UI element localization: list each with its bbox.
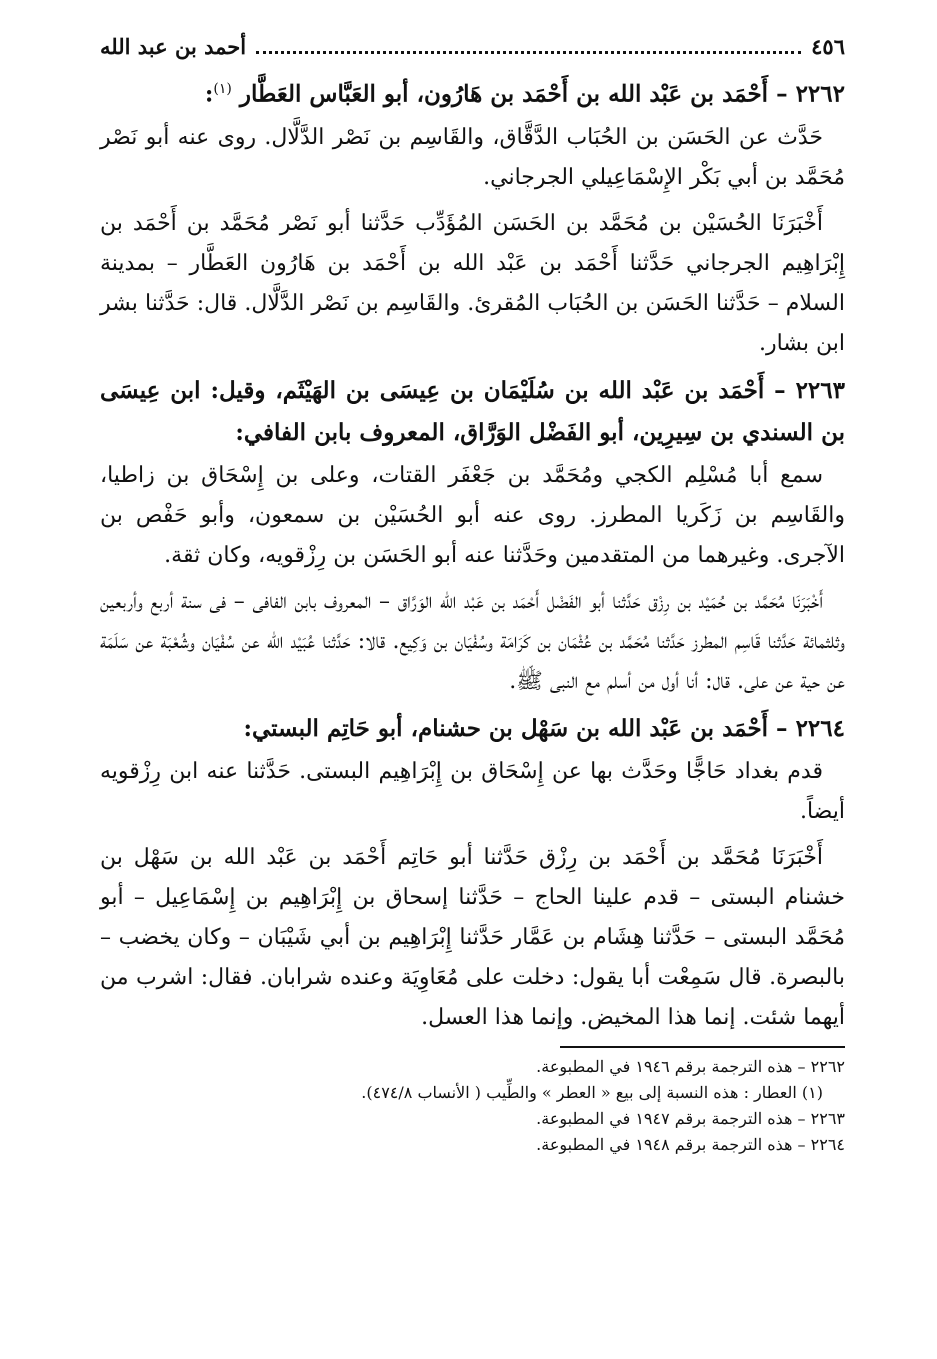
entry-paragraph: أَخْبَرَنَا مُحَمَّد بن حُمَيْد بن رِزْق حَدَّثنا أبو الفَضْل أَحْمَد بن عَبْد الله الوَرَّاق – المعروف بابن الفافى – فى سنة أربع وأربعين وثلثمائة حَدَّثنا قَاسِم المطرز حَدَّثنا مُحَمَّد بن عُثْمَان بن كَرَامَة وسُفْيَان بن وَكِيع. قالا: حَدَّثنا عُبَيْد الله عن سُفْيَان وشُعْبَة عن سَلَمَة عن حية عن على. قال: أنا أول من أسلم مع النبى ﷺ. — [100, 588, 845, 694]
entry-paragraph: أَخْبَرَنَا مُحَمَّد بن أَحْمَد بن رِزْق حَدَّثنا أبو حَاتِم أَحْمَد بن عَبْد الله بن سَهْل بن خشنام البستى – قدم علينا الحاج – حَدَّثنا إسحاق بن إِبْرَاهِيم بن إِسْمَاعِيل – أبو مُحَمَّد البستى – حَدَّثنا هِشَام بن عَمَّار حَدَّثنا إِبْرَاهِيم بن أبي شَيْبَان – وكان يخضب – بالبصرة. قال سَمِعْت أبا يقول: دخلت على مُعَاوِيَة وعنده شرابان. فقال: اشرب من أيهما شئت. إنما هذا المخيض. وإنما هذا العسل. — [100, 844, 845, 1030]
footnote-marker: (١) — [213, 81, 232, 97]
entry-paragraph: سمع أبا مُسْلِم الكجي ومُحَمَّد بن جَعْفَر القتات، وعلى بن إِسْحَاق بن زاطيا، والقَاسِم بن زَكَريا المطرز. روى عنه أبو الحُسَيْن بن سمعون، وأبو حَفْص بن الآجرى. وغيرهما من المتقدمين وحَدَّثنا عنه أبو الحَسَن بن رِزْقويه، وكان ثقة. — [100, 462, 845, 568]
entry-heading-text: ٢٢٦٢ – أَحْمَد بن عَبْد الله بن أَحْمَد بن هَارُون، أبو العَبَّاس العَطَّار — [239, 80, 845, 108]
entry-heading: ٢٢٦٣ – أَحْمَد بن عَبْد الله بن سُلَيْمَان بن عِيسَى بن الهَيْثَم، وقيل: ابن عِيسَى بن السندي بن سِيرِين، أبو الفَضْل الوَرَّاق، المعروف بابن الفافي: — [100, 376, 845, 446]
footnote-divider — [560, 1046, 845, 1048]
entry-paragraph: أَخْبَرَنَا الحُسَيْن بن مُحَمَّد بن الحَسَن المُؤَدِّب حَدَّثنا أبو نَصْر مُحَمَّد بن أَحْمَد بن إِبْرَاهِيم الجرجاني حَدَّثنا أَحْمَد بن عَبْد الله بن أَحْمَد بن هَارُون العَطَّار – بمدينة السلام – حَدَّثنا الحَسَن بن الحُبَاب المُقرئ. والقَاسِم بن نَصْر الدَّلَّال. قال: حَدَّثنا بشر ابن بشار. — [100, 210, 845, 356]
heading-colon: : — [204, 80, 214, 108]
entry-heading — [100, 68, 845, 116]
footnote: ٢٢٦٢ – هذه الترجمة برقم ١٩٤٦ في المطبوعة. — [536, 1056, 845, 1076]
running-head — [100, 30, 845, 64]
dotted-leader — [256, 51, 801, 54]
page-number: ٤٥٦ — [811, 34, 845, 59]
entry-paragraph: قدم بغداد حَاجًّا وحَدَّث بها عن إِسْحَاق بن إِبْرَاهِيم البستى. حَدَّثنا عنه ابن رِزْقويه أيضاً. — [100, 758, 845, 824]
footnote: ٢٢٦٤ – هذه الترجمة برقم ١٩٤٨ في المطبوعة. — [536, 1134, 845, 1154]
entry-paragraph: حَدَّث عن الحَسَن بن الحُبَاب الدَّقَّاق، والقَاسِم بن نَصْر الدَّلَّال. روى عنه أبو نَصْر مُحَمَّد بن أبي بَكْر الإِسْمَاعِيلي الجرجاني. — [100, 124, 845, 190]
footnote: ٢٢٦٣ – هذه الترجمة برقم ١٩٤٧ في المطبوعة. — [536, 1108, 845, 1128]
footnote: (١) العطار : هذه النسبة إلى بيع « العطر » والطِّيب ( الأنساب ٤٧٤/٨). — [361, 1082, 823, 1102]
entry-heading: ٢٢٦٤ – أَحْمَد بن عَبْد الله بن سَهْل بن حشنام، أبو حَاتِم البستي: — [243, 714, 845, 742]
book-page — [100, 30, 845, 1158]
running-title: أحمد بن عبد الله — [100, 34, 247, 59]
